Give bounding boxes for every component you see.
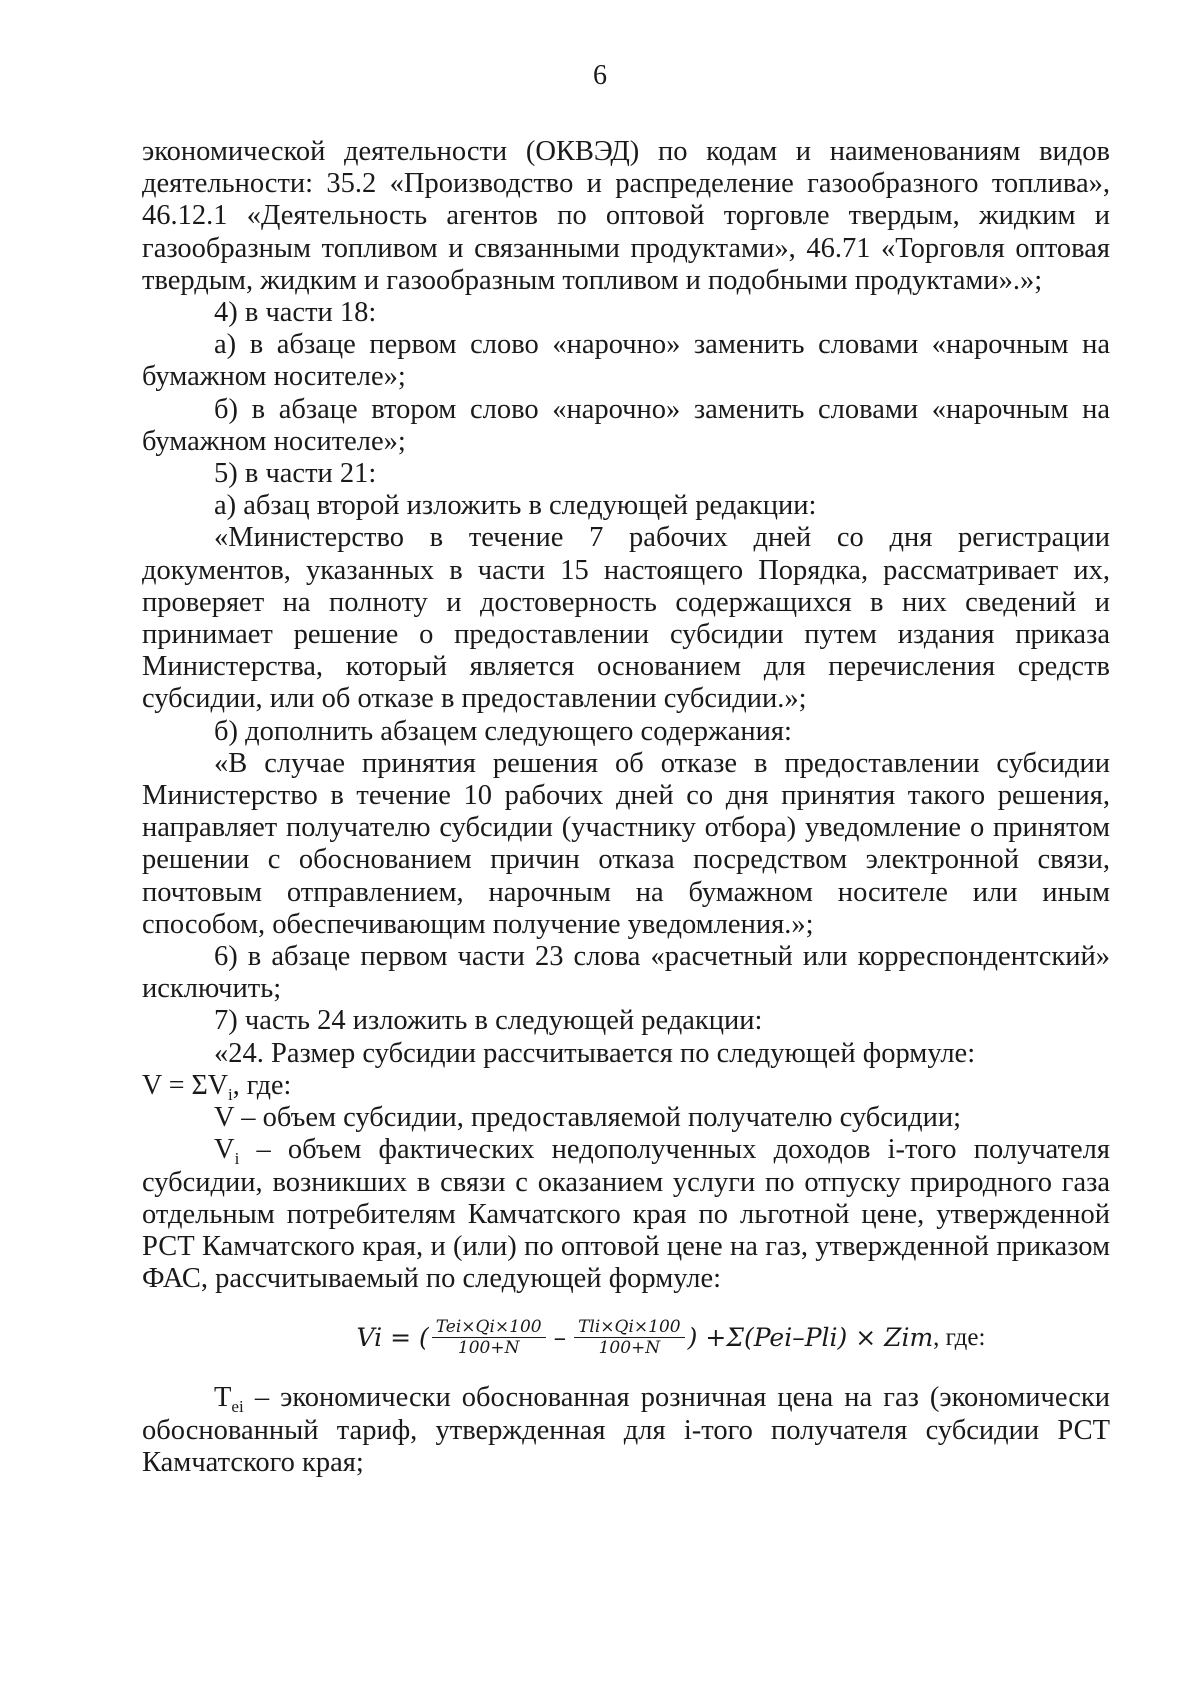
fraction-2-denominator: 100+N (598, 1338, 661, 1359)
paragraph-def-vi (142, 1134, 1110, 1295)
formula1-lhs: V = ΣV (142, 1069, 229, 1101)
paragraph-ministry-decision: «Министерство в течение 7 рабочих дней со дня регистрации документов, указанных в части 15 настоящего Порядка, рассматривает их, проверяет на полноту и достоверность содержащихся в них сведений и принимает решение о предоставлении субсидии путем издания приказа Министерства, который является основанием для перечисления средств субсидии, или об отказе в предоставлении субсидии.»; (142, 522, 1110, 715)
paragraph-okved: экономической деятельности (ОКВЭД) по кодам и наименованиям видов деятельности: 35.2 «Производство и распределение газообразного топлива», 46.12.1 «Деятельность агентов по оптовой торговле твердым, жидким и газообразным топливом и связанными продуктами», 46.71 «Торговля оптовая твердым, жидким и газообразным топливом и подобными продуктами».»; (142, 136, 1110, 296)
def-vi-symbol: V (214, 1134, 235, 1166)
fraction-1-denominator: 100+N (457, 1338, 520, 1359)
formula1-sub: i (228, 1084, 233, 1104)
def-tei-symbol: T (214, 1382, 232, 1414)
formula2-rhs: ) +Σ(Pei–Pli) × Zim (687, 1322, 934, 1352)
formula2-minus: – (553, 1322, 567, 1352)
paragraph-item-5a: а) абзац второй изложить в следующей редакции: (214, 490, 817, 522)
formula2-tail: , где: (933, 1323, 986, 1351)
formula2-lhs: Vi = ( (356, 1322, 429, 1352)
def-vi-sub: i (234, 1149, 240, 1169)
formula2-fraction-2 (574, 1317, 685, 1358)
fraction-2-numerator: Tli×Qi×100 (574, 1317, 685, 1338)
formula2-fraction-1 (432, 1317, 546, 1358)
formula-subsidy-total (142, 1070, 1110, 1102)
paragraph-item-4: 4) в части 18: (214, 297, 377, 329)
paragraph-def-v: V – объем субсидии, предоставляемой получателю субсидии; (214, 1102, 962, 1134)
paragraph-refusal-notice: «В случае принятия решения об отказе в предоставлении субсидии Министерство в течение 10 рабочих дней со дня принятия такого решения, направляет получателю субсидии (участнику отбора) уведомление о принятом решении с обоснованием причин отказа посредством электронной связи, почтовым отправлением, нарочным на бумажном носителе или иным способом, обеспечивающим получение уведомления.»; (142, 747, 1110, 940)
paragraph-item-5: 5) в части 21: (214, 458, 377, 490)
document-body (142, 136, 1110, 1479)
formula-subsidy-per-recipient (142, 1317, 1110, 1358)
paragraph-def-tei (142, 1382, 1110, 1479)
paragraph-item-4b: б) в абзаце втором слово «нарочно» заменить словами «нарочным на бумажном носителе»; (142, 393, 1110, 457)
formula1-tail: , где: (232, 1069, 292, 1101)
paragraph-item-24: «24. Размер субсидии рассчитывается по следующей формуле: (214, 1037, 976, 1069)
fraction-1-numerator: Tei×Qi×100 (432, 1317, 546, 1338)
paragraph-item-6: 6) в абзаце первом части 23 слова «расчетный или корреспондентский» исключить; (142, 941, 1110, 1005)
def-tei-text: – экономически обоснованная розничная цена на газ (экономически обоснованный тариф, утвержденная для i-того получателя субсидии РСТ Камчатского края; (142, 1382, 1110, 1478)
paragraph-item-7: 7) часть 24 изложить в следующей редакции: (214, 1005, 763, 1037)
page-number: 6 (593, 60, 607, 91)
paragraph-item-4a: а) в абзаце первом слово «нарочно» заменить словами «нарочным на бумажном носителе»; (142, 329, 1110, 393)
def-tei-sub: ei (231, 1397, 244, 1417)
def-vi-text: – объем фактических недополученных доходов i-того получателя субсидии, возникших в связи с оказанием услуги по отпуску природного газа отдельным потребителям Камчатского края по льготной цене, утвержденной РСТ Камчатского края, и (или) по оптовой цене на газ, утвержденной приказом ФАС, рассчитываемый по следующей формуле: (142, 1134, 1110, 1295)
paragraph-item-5b: б) дополнить абзацем следующего содержания: (214, 715, 792, 747)
